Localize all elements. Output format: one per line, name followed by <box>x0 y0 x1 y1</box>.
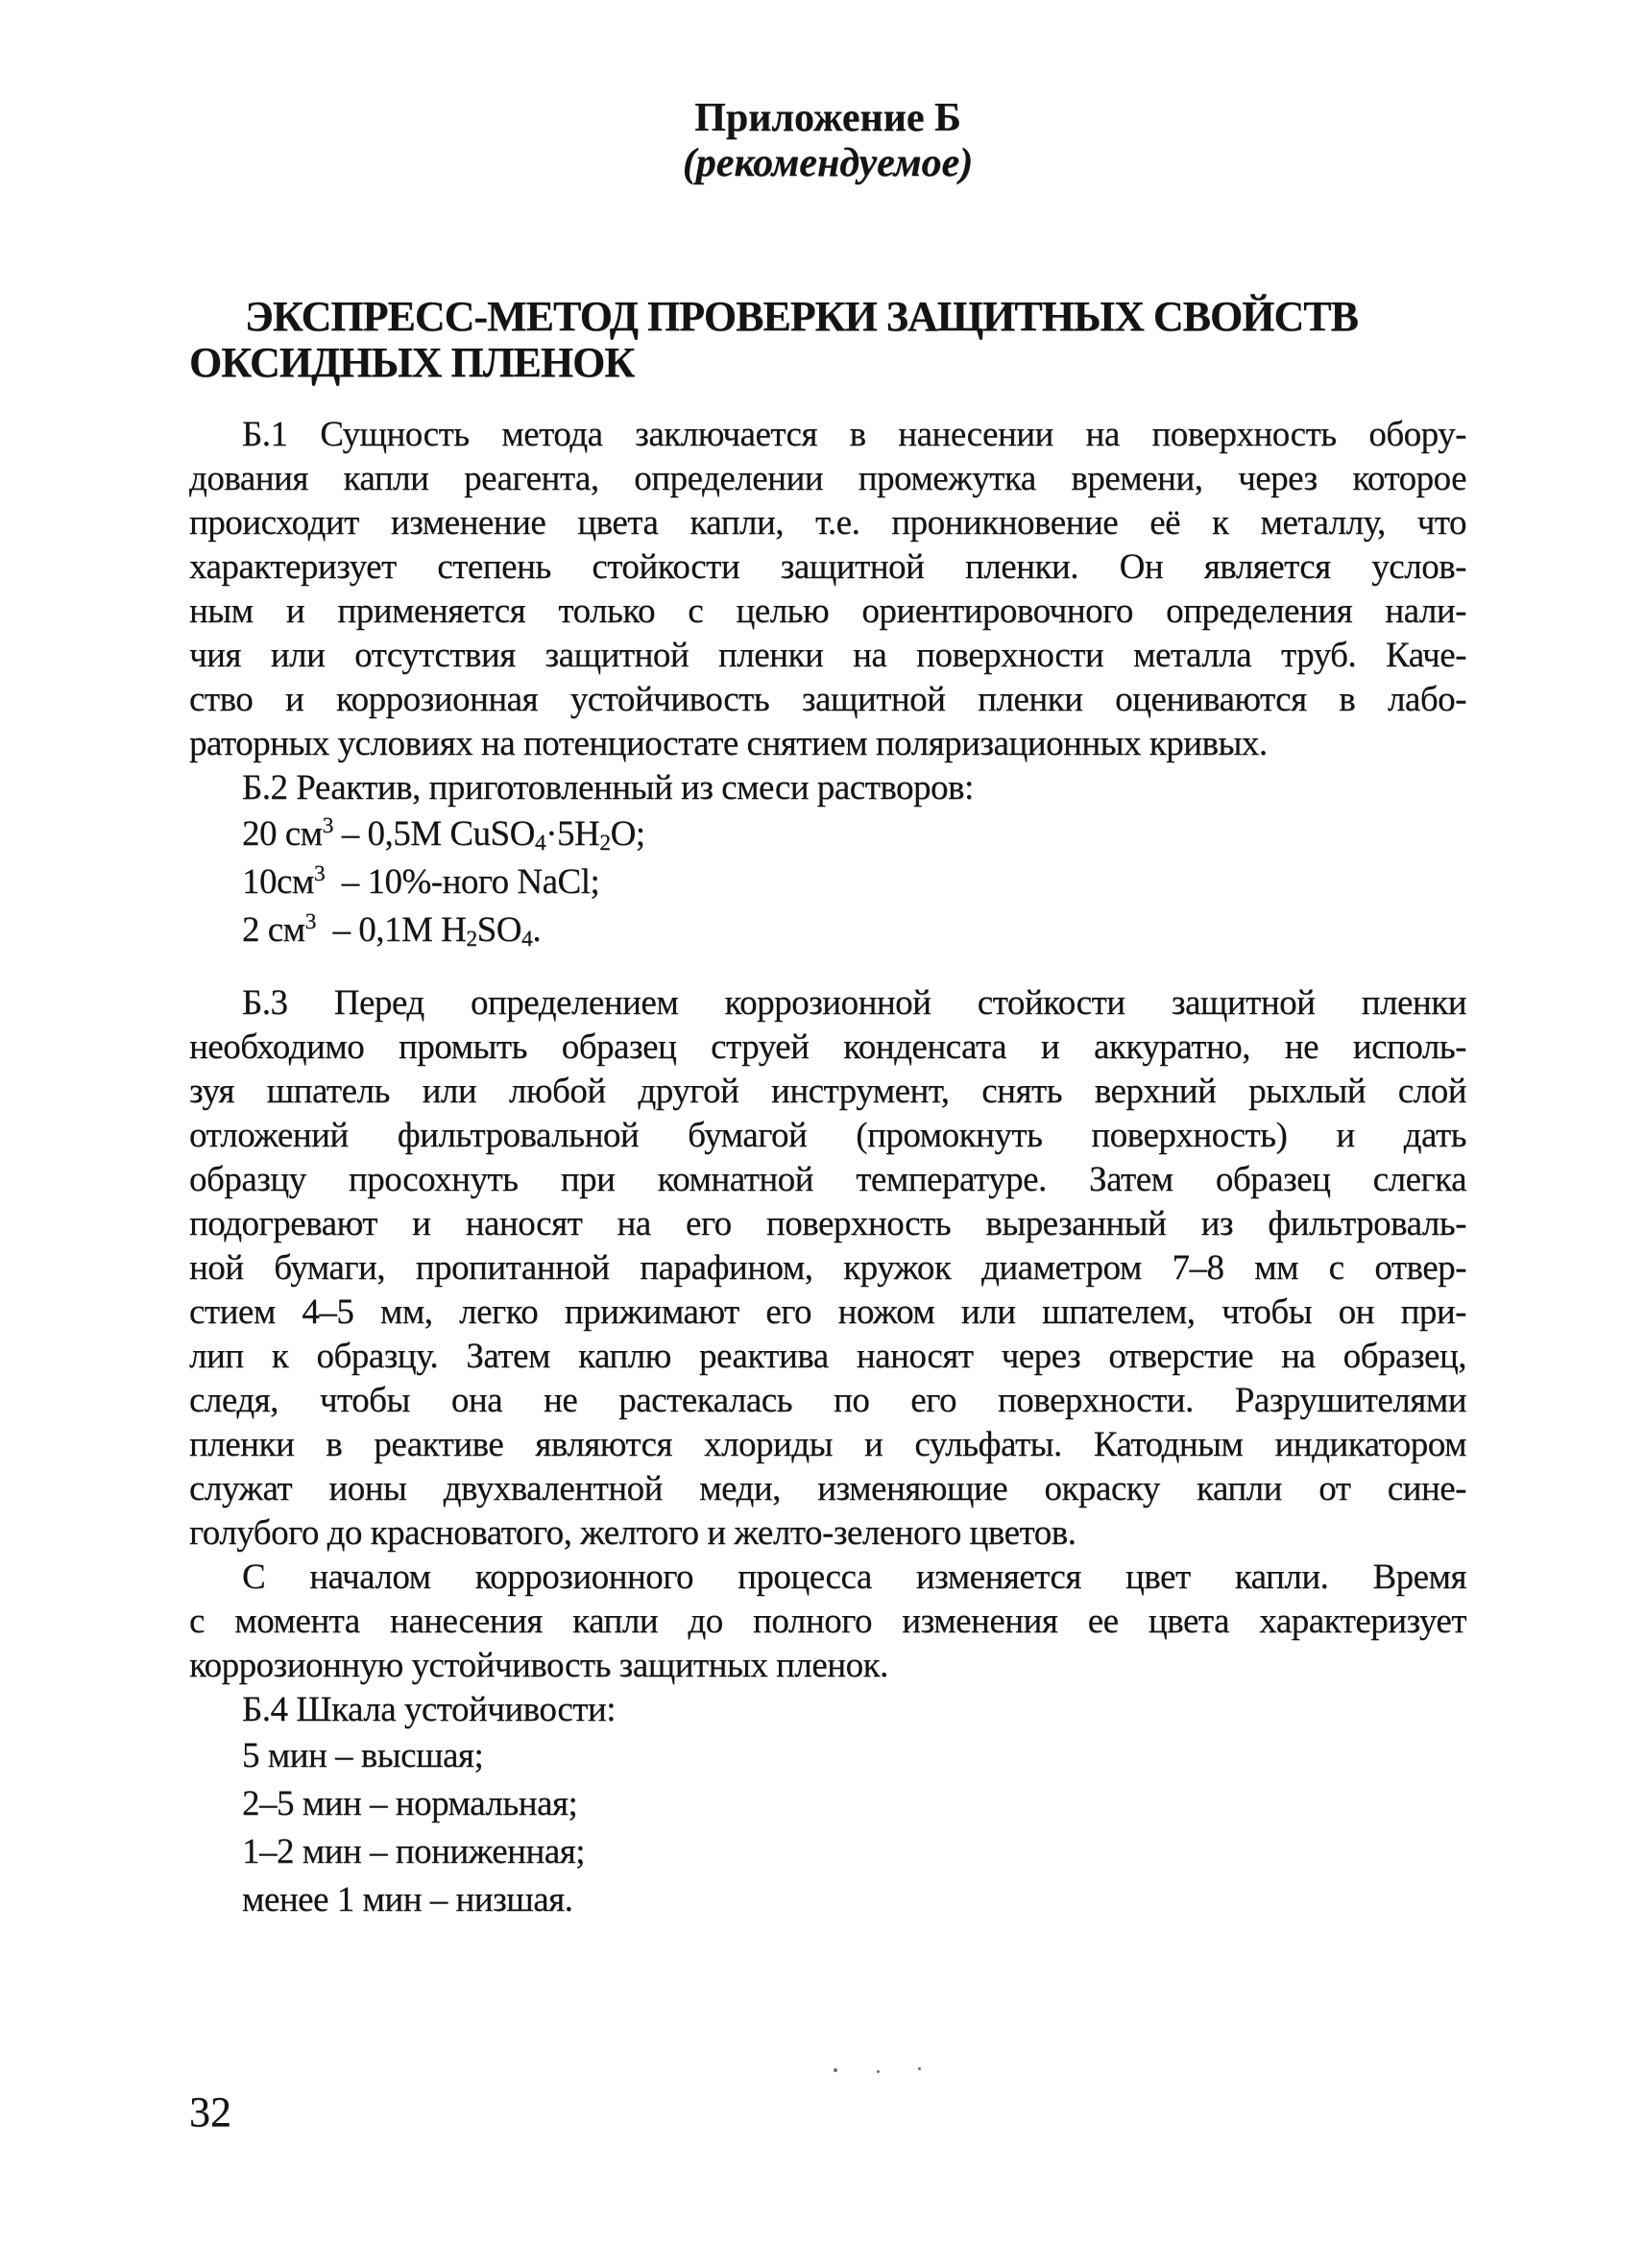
title-line-2: ОКСИДНЫХ ПЛЕНОК <box>189 339 635 386</box>
text-line: Б.3 Перед определением коррозионной стойкости защитной пленки <box>242 983 1466 1023</box>
text-line: Б.4 Шкала устойчивости: <box>242 1690 616 1729</box>
text-line: пленки в реактиве являются хлориды и сульфаты. Катодным индикатором <box>189 1425 1466 1464</box>
text-line: коррозионную устойчивость защитных пленок. <box>189 1646 888 1685</box>
text-line: с момента нанесения капли до полного изменения ее цвета характеризует <box>189 1602 1466 1641</box>
text-line: ной бумаги, пропитанной парафином, кружок диаметром 7–8 мм с отвер- <box>189 1248 1466 1288</box>
stability-scale-list <box>189 1732 1466 1924</box>
scan-speck <box>877 2070 880 2073</box>
appendix-header: Приложение Б <box>694 96 961 140</box>
text-line: ство и коррозионная устойчивость защитной пленки оцениваются в лабо- <box>189 680 1466 719</box>
text-line: необходимо промыть образец струей конденсата и аккуратно, не исполь- <box>189 1027 1466 1067</box>
text-line: образцу просохнуть при комнатной температуре. Затем образец слегка <box>189 1160 1466 1199</box>
page-number: 32 <box>189 2088 231 2135</box>
text-line: Б.1 Сущность метода заключается в нанесении на поверхность обору- <box>242 415 1466 454</box>
reagent-list <box>189 810 1466 954</box>
text-line: подогревают и наносят на его поверхность вырезанный из фильтроваль- <box>189 1204 1466 1243</box>
text-line: ным и применяется только с целью ориентировочного определения нали- <box>189 591 1466 631</box>
text-line: 2–5 мин – нормальная; <box>242 1784 578 1823</box>
appendix-subheader: (рекомендуемое) <box>682 141 974 185</box>
text-line: происходит изменение цвета капли, т.е. проникновение её к металлу, что <box>189 503 1466 543</box>
text-line: раторных условиях на потенциостате снятием поляризационных кривых. <box>189 724 1268 763</box>
text-line: зуя шпатель или любой другой инструмент, снять верхний рыхлый слой <box>189 1072 1466 1111</box>
title-line-1: ЭКСПРЕСС-МЕТОД ПРОВЕРКИ ЗАЩИТНЫХ СВОЙСТВ <box>245 293 1358 340</box>
text-line: отложений фильтровальной бумагой (промокнуть поверхность) и дать <box>189 1116 1466 1155</box>
text-line: стием 4–5 мм, легко прижимают его ножом или шпателем, чтобы он при- <box>189 1292 1466 1332</box>
text-line: лип к образцу. Затем каплю реактива наносят через отверстие на образец, <box>189 1337 1466 1376</box>
text-line: 5 мин – высшая; <box>242 1736 484 1775</box>
text-line: чия или отсутствия защитной пленки на поверхности металла труб. Каче- <box>189 636 1466 675</box>
text-line: голубого до красноватого, желтого и желто-зеленого цветов. <box>189 1513 1076 1553</box>
text-line: служат ионы двухвалентной меди, изменяющие окраску капли от сине- <box>189 1469 1466 1508</box>
text-line: 2 $см^3 - 0,1М$ $H_2SO_4$. <box>242 908 542 953</box>
paragraph-b2 <box>189 766 1466 810</box>
text-line: 1–2 мин – пониженная; <box>242 1832 585 1871</box>
paragraph-b1 <box>189 413 1466 766</box>
text-line: Б.2 Реактив, приготовленный из смеси растворов: <box>242 768 974 808</box>
text-line: $10см^3$ – 10%-ного NaCl; <box>242 860 600 902</box>
document-body <box>189 413 1466 1924</box>
paragraph-b4 <box>189 1688 1466 1732</box>
text-line: 20 $см^3 - 0,5М$ $CuSO_4\cdot 5H_2O$; <box>242 812 645 857</box>
scan-speck <box>834 2068 837 2072</box>
text-line: характеризует степень стойкости защитной пленки. Он является услов- <box>189 547 1466 587</box>
paragraph-b3 <box>189 981 1466 1556</box>
text-line: менее 1 мин – низшая. <box>242 1880 573 1919</box>
scan-speck <box>918 2067 921 2070</box>
paragraph-color-change <box>189 1556 1466 1688</box>
text-line: следя, чтобы она не растекалась по его поверхности. Разрушителями <box>189 1381 1466 1420</box>
text-line: дования капли реагента, определении промежутка времени, через которое <box>189 459 1466 498</box>
text-line: С началом коррозионного процесса изменяется цвет капли. Время <box>242 1557 1466 1597</box>
section-title <box>189 294 1466 386</box>
